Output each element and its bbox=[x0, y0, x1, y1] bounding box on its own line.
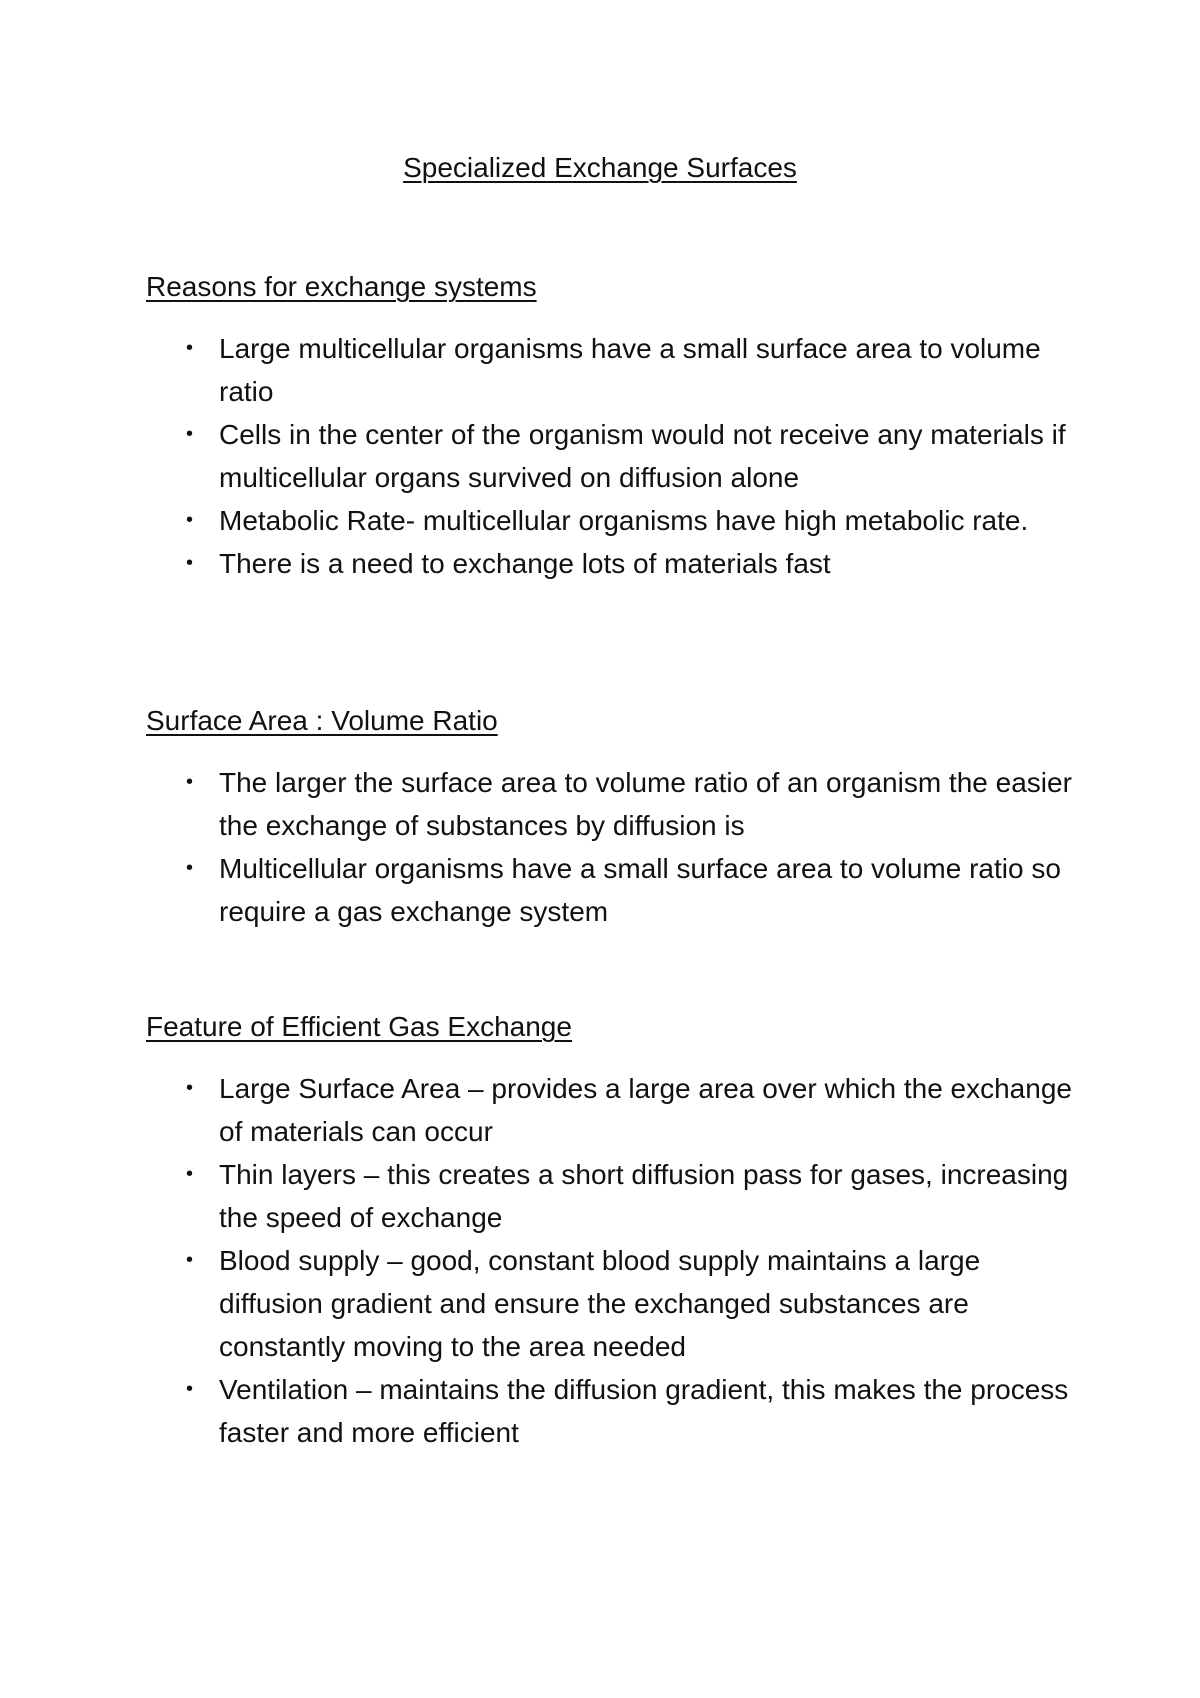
list-item bbox=[146, 761, 1079, 847]
section-heading: Feature of Efficient Gas Exchange bbox=[146, 1011, 572, 1042]
bullet-list bbox=[146, 327, 1066, 585]
list-item-text: Metabolic Rate- multicellular organisms have high metabolic rate. bbox=[219, 505, 1029, 536]
bullet-icon: • bbox=[186, 1378, 194, 1400]
section-feature-of-efficient-gas-exchange bbox=[146, 1007, 1072, 1454]
bullet-icon: • bbox=[186, 423, 194, 445]
bullet-icon: • bbox=[186, 337, 194, 359]
list-item-text: The larger the surface area to volume ratio of an organism the easier the exchange of substances by diffusion is bbox=[219, 767, 1072, 841]
bullet-icon: • bbox=[186, 1077, 194, 1099]
document-title: Specialized Exchange Surfaces bbox=[403, 152, 797, 183]
list-item-text: Thin layers – this creates a short diffusion pass for gases, increasing the speed of exchange bbox=[219, 1159, 1069, 1233]
bullet-icon: • bbox=[186, 771, 194, 793]
bullet-icon: • bbox=[186, 1163, 194, 1185]
list-item bbox=[146, 1153, 1079, 1239]
list-item bbox=[146, 327, 1079, 413]
list-item-text: Multicellular organisms have a small surface area to volume ratio so require a gas exchange system bbox=[219, 853, 1061, 927]
list-item-text: Large Surface Area – provides a large area over which the exchange of materials can occur bbox=[219, 1073, 1072, 1147]
bullet-list bbox=[146, 1067, 1072, 1454]
section-surface-area-volume-ratio bbox=[146, 701, 1072, 933]
list-item bbox=[146, 847, 1079, 933]
list-item bbox=[146, 1239, 1079, 1368]
bullet-icon: • bbox=[186, 857, 194, 879]
bullet-icon: • bbox=[186, 552, 194, 574]
list-item-text: Cells in the center of the organism would not receive any materials if multicellular organs survived on diffusion alone bbox=[219, 419, 1066, 493]
list-item-text: Ventilation – maintains the diffusion gradient, this makes the process faster and more efficient bbox=[219, 1374, 1069, 1448]
bullet-icon: • bbox=[186, 509, 194, 531]
list-item bbox=[146, 413, 1079, 499]
list-item-text: There is a need to exchange lots of materials fast bbox=[219, 548, 831, 579]
list-item bbox=[146, 499, 1079, 542]
section-heading: Surface Area : Volume Ratio bbox=[146, 705, 498, 736]
list-item bbox=[146, 1368, 1079, 1454]
list-item-text: Blood supply – good, constant blood supply maintains a large diffusion gradient and ensure the exchanged substances are constantly moving to the area needed bbox=[219, 1245, 981, 1362]
bullet-list bbox=[146, 761, 1072, 933]
bullet-icon: • bbox=[186, 1249, 194, 1271]
list-item bbox=[146, 1067, 1079, 1153]
list-item bbox=[146, 542, 1079, 585]
section-reasons-for-exchange-systems bbox=[146, 267, 1066, 585]
list-item-text: Large multicellular organisms have a small surface area to volume ratio bbox=[219, 333, 1041, 407]
section-heading: Reasons for exchange systems bbox=[146, 271, 537, 302]
